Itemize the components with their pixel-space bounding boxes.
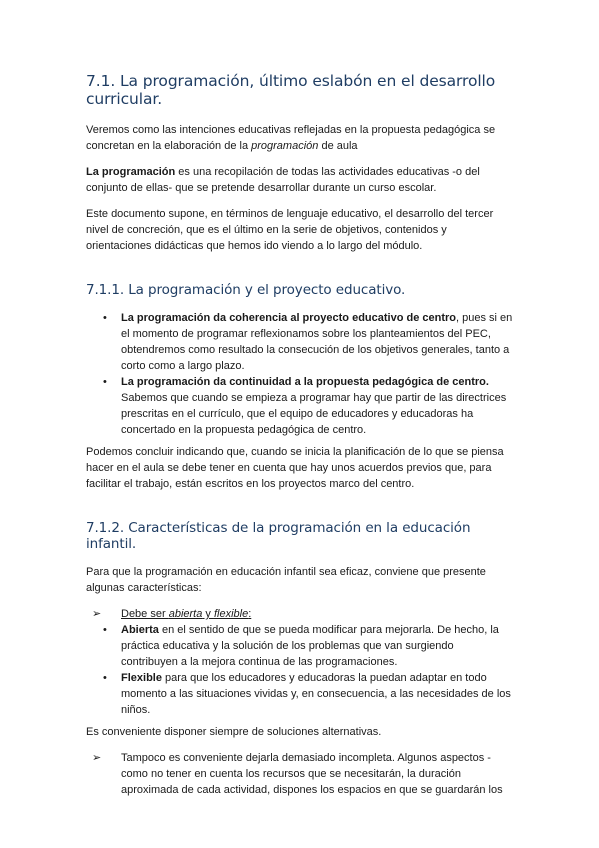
main-heading: 7.1. La programación, último eslabón en el desarrollo curricular. bbox=[86, 72, 496, 108]
list-item: • Abierta en el sentido de que se pueda modificar para mejorarla. De hecho, la práctica educativa y la solución de los problemas que van surgiendo contribuyen a la mejora continua de las programaciones. bbox=[103, 624, 499, 668]
section-1-bullet-list bbox=[86, 310, 513, 438]
intro-paragraph-1: Veremos como las intenciones educativas reflejadas en la propuesta pedagógica se concretan en la elaboración de la programación de aula bbox=[86, 124, 496, 152]
conclusion-paragraph: Podemos concluir indicando que, cuando se inicia la planificación de lo que se piensa hacer en el aula se debe tener en cuenta que hay unos acuerdos previos que, para facilitar el trabajo, están escritos en los proyectos marco del centro. bbox=[86, 446, 504, 490]
arrow-marker: ➢ bbox=[92, 608, 102, 620]
section-2-bullet-list bbox=[86, 622, 513, 718]
bullet-marker: • bbox=[103, 672, 107, 684]
section-2-arrow-list-2 bbox=[86, 750, 513, 798]
intro-paragraph-2: La programación es una recopilación de todas las actividades educativas -o del conjunto de ellas- que se pretende desarrollar durante un curso escolar. bbox=[86, 166, 480, 194]
alternatives-note: Es conveniente disponer siempre de soluciones alternativas. bbox=[86, 726, 382, 738]
section-2-arrow-list-1 bbox=[86, 606, 513, 622]
list-item: ➢ Debe ser abierta y flexible: bbox=[92, 608, 252, 620]
list-item: • La programación da continuidad a la propuesta pedagógica de centro. Sabemos que cuando se empieza a programar hay que partir de las directrices prescritas en el currículo, que el equipo de educadores y educadoras ha concertado en la propuesta pedagógica de centro. bbox=[103, 376, 507, 436]
section-heading-7-1-2: 7.1.2. Características de la programación en la educación infantil. bbox=[86, 520, 471, 552]
bullet-marker: • bbox=[103, 312, 107, 324]
section-heading-7-1-1: 7.1.1. La programación y el proyecto educativo. bbox=[86, 282, 406, 298]
intro-paragraph-3: Este documento supone, en términos de lenguaje educativo, el desarrollo del tercer nivel de concreción, que es el último en la serie de objetivos, contenidos y orientaciones didácticas que hemos ido viendo a lo largo del módulo. bbox=[86, 208, 494, 252]
arrow-marker: ➢ bbox=[92, 752, 102, 764]
bullet-marker: • bbox=[103, 624, 107, 636]
bullet-marker: • bbox=[103, 376, 107, 388]
list-item: • Flexible para que los educadores y educadoras la puedan adaptar en todo momento a las situaciones vividas y, en consecuencia, a las necesidades de los niños. bbox=[103, 672, 511, 716]
list-item: • La programación da coherencia al proyecto educativo de centro, pues si en el momento de programar reflexionamos sobre los planteamientos del PEC, obtendremos como resultado la consecución de los objetivos generales, tanto a corto como a largo plazo. bbox=[103, 312, 513, 372]
list-item: ➢ Tampoco es conveniente dejarla demasiado incompleta. Algunos aspectos -como no tener en cuenta los recursos que se necesitarán, la duración aproximada de cada actividad, dispones los espacios en que se guardarán los bbox=[92, 752, 503, 796]
section-2-intro: Para que la programación en educación infantil sea eficaz, conviene que presente algunas características: bbox=[86, 566, 486, 594]
